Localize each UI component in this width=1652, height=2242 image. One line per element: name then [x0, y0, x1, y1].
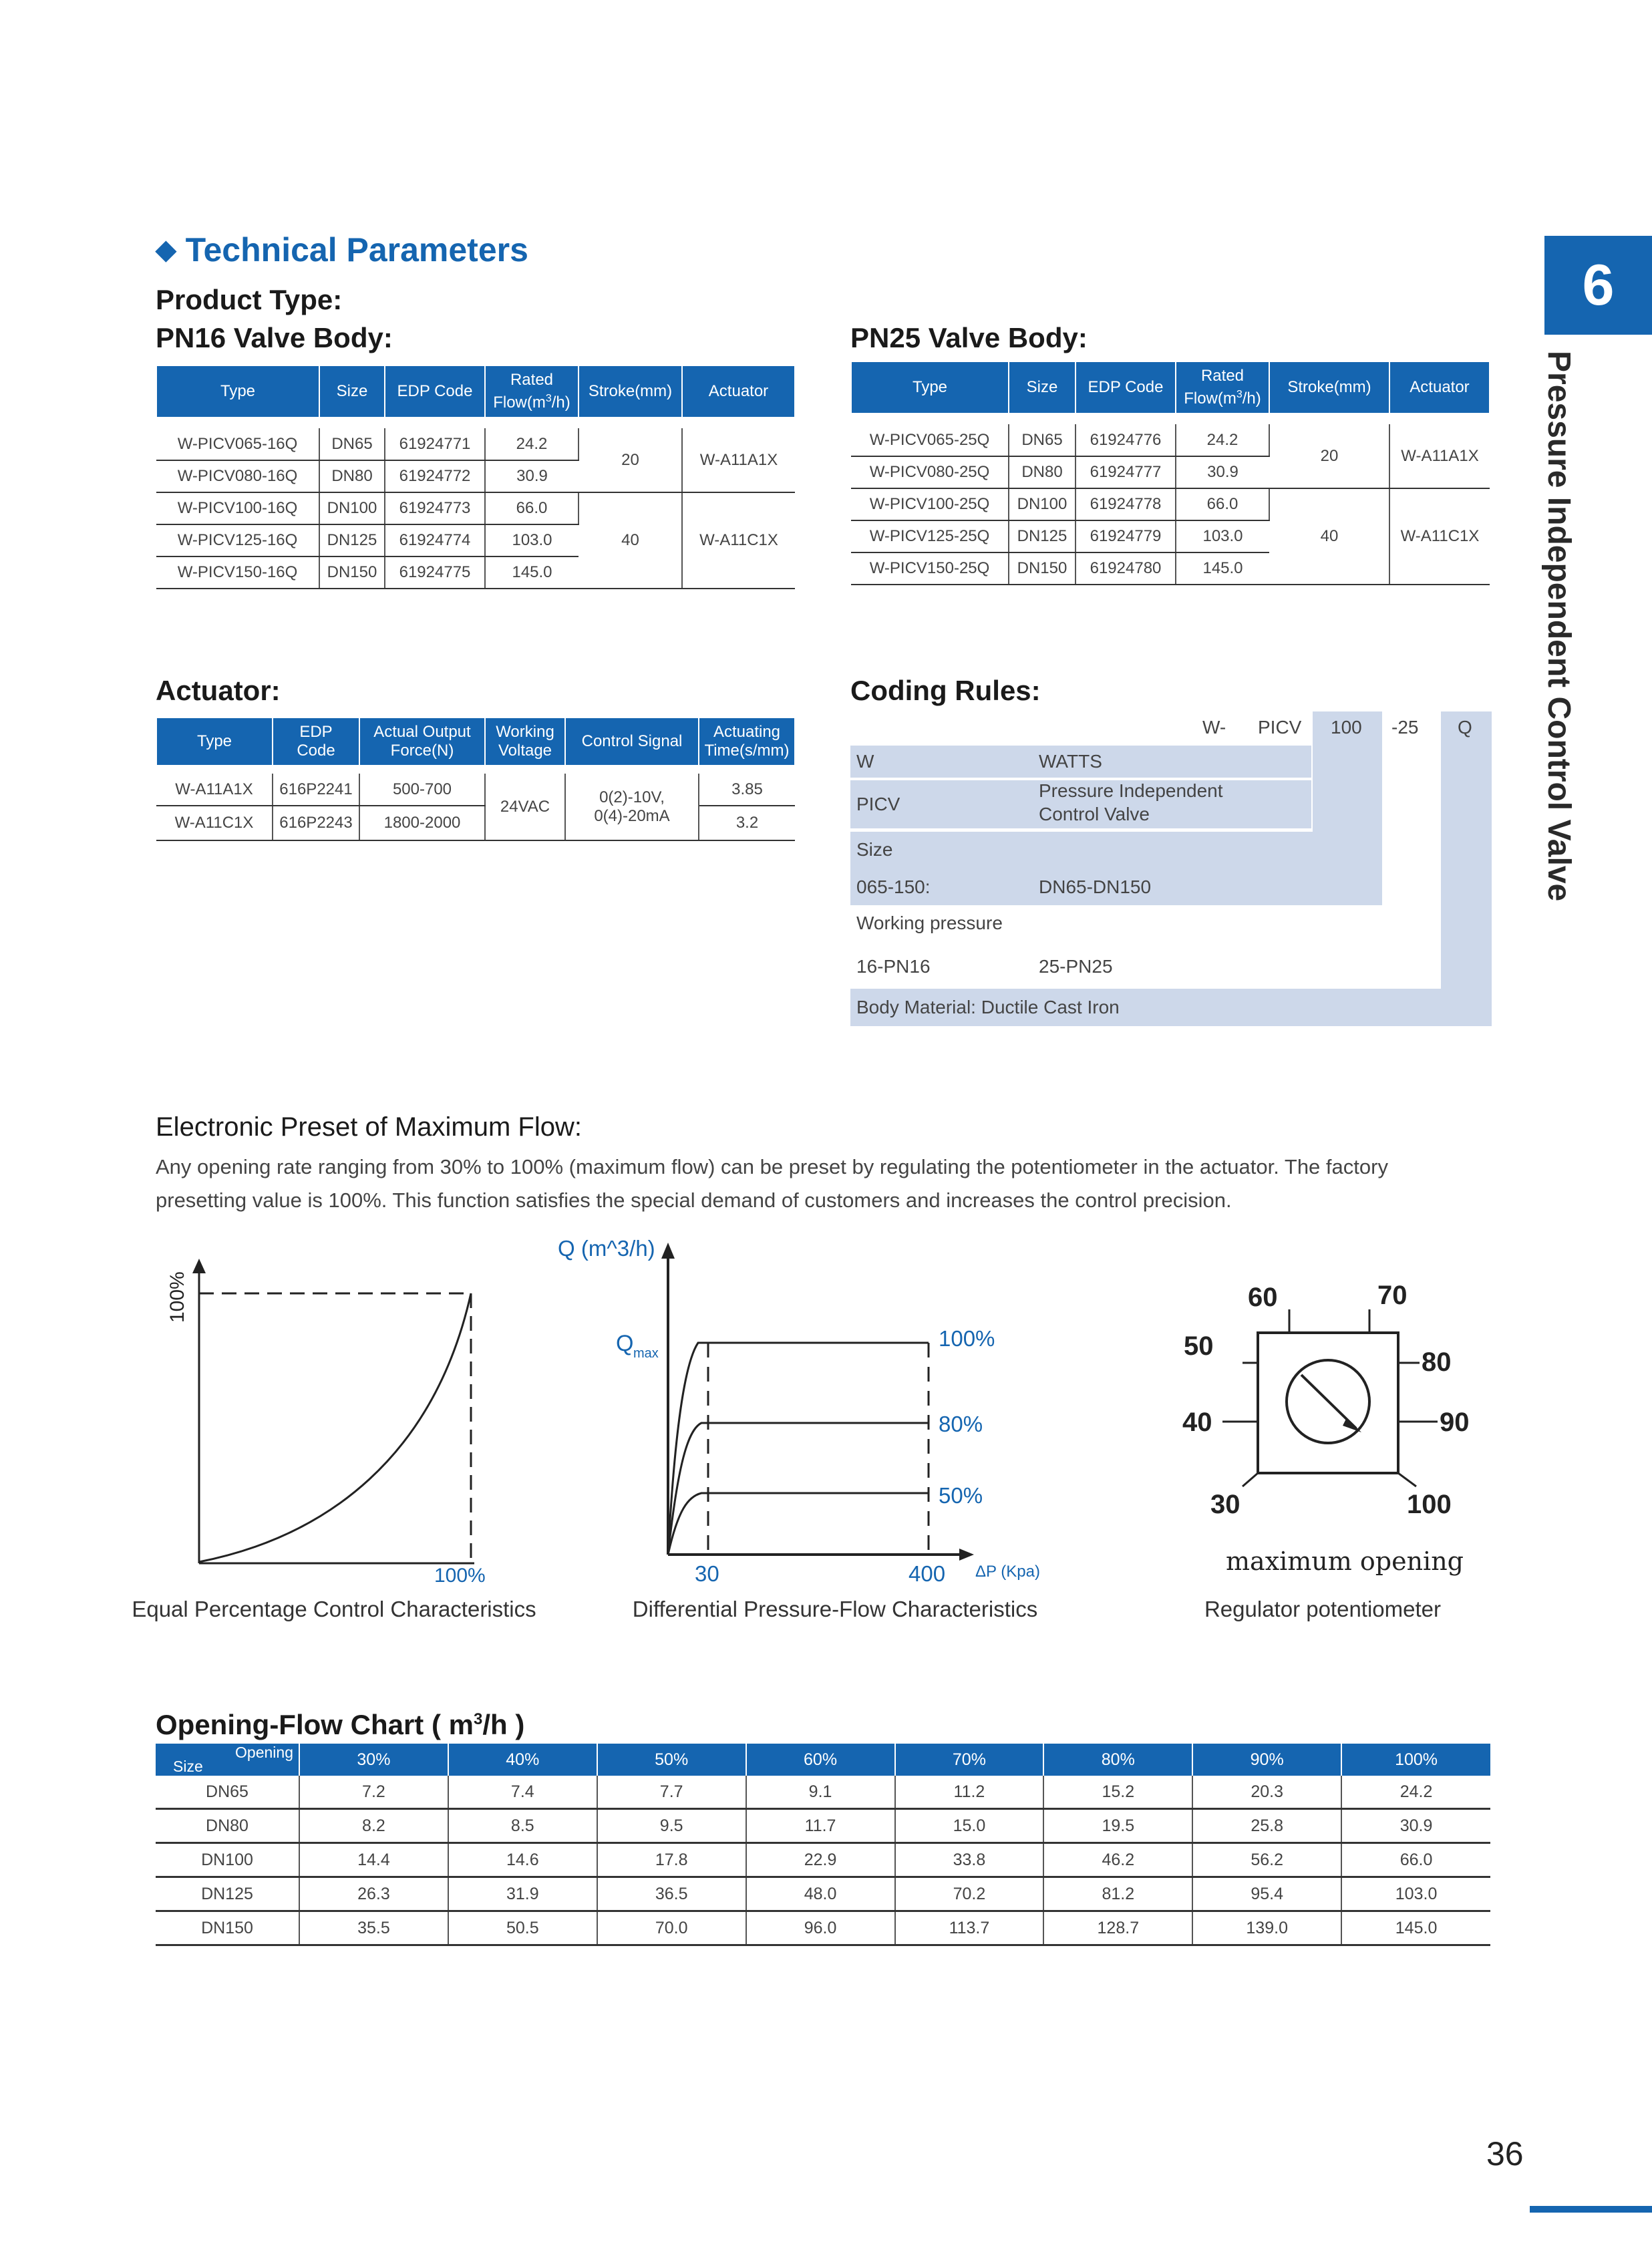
- preset-text: Any opening rate ranging from 30% to 100% (maximum flow) can be preset by regulating the potentiometer in the actuator. The factory presetting value is 100%. This function satisfies the special demand of customers and increases the control precision.: [156, 1155, 1388, 1212]
- table-row: W-PICV080-16Q DN80 61924772 30.9: [156, 460, 795, 492]
- max-opening-label: maximum opening: [1226, 1547, 1464, 1576]
- table-row: W-PICV100-25Q DN100 61924778 66.0 40 W-A11C1X: [851, 488, 1490, 520]
- chapter-title: Pressure Independent Control Valve: [1541, 351, 1577, 902]
- col-type: Type: [156, 365, 319, 418]
- table-row: DN80 8.2 8.5 9.5 11.7 15.0 19.5 25.8 30.9: [156, 1809, 1490, 1843]
- table-row: W-PICV065-16Q DN65 61924771 24.2 20 W-A11A1X: [156, 428, 795, 460]
- mark-80: 80: [1422, 1347, 1452, 1377]
- pn16-table: [156, 365, 796, 589]
- fig2-xlabel: ΔP (Kpa): [975, 1563, 1040, 1581]
- level-100: 100%: [939, 1326, 995, 1351]
- fig2-caption: Differential Pressure-Flow Characteristics: [632, 1597, 1038, 1621]
- opening-flow-table: Opening Size 30% 40% 50% 60% 70% 80% 90% 100% DN65 7.2 7.4 7.7 9.1 11.2 15.2 20.3 24.2 DN80 8.2 8.5 9.5 11.7 15.0 19.5 25.8 30.9 DN100 14.4 14.6 17.8 22.9 33.8 46.2 56.2 66.0 DN125 26.3 31.9 36.5 48.0 70.2 81.2 95.4 103.0 DN150 35.5 50.5 70.0 96.0 113.7 128.7 139.0 145.0: [156, 1744, 1490, 1946]
- table-row: W-PICV150-25Q DN150 61924780 145.0: [851, 552, 1490, 585]
- level-50: 50%: [939, 1483, 983, 1508]
- diamond-bullet-icon: ◆: [156, 235, 176, 265]
- fig1-caption: Equal Percentage Control Characteristics: [132, 1597, 536, 1621]
- table-row: W-PICV080-25Q DN80 61924777 30.9: [851, 456, 1490, 488]
- col-size: Size: [319, 365, 385, 418]
- table-row: DN125 26.3 31.9 36.5 48.0 70.2 81.2 95.4 103.0: [156, 1877, 1490, 1911]
- mark-90: 90: [1440, 1408, 1470, 1437]
- mark-100: 100: [1407, 1490, 1452, 1519]
- chapter-tab[interactable]: 6: [1544, 236, 1652, 335]
- pn25-title: PN25 Valve Body:: [850, 322, 1088, 353]
- dp-flow-figure: [554, 1229, 1062, 1590]
- table-row: W-PICV125-25Q DN125 61924779 103.0: [851, 520, 1490, 552]
- col-stroke: Stroke(mm): [579, 365, 682, 418]
- col-rated-flow: Rated $Flow(m^3/h)$: [485, 365, 579, 418]
- coding-title: Coding Rules:: [850, 675, 1041, 706]
- fig3-caption: Regulator potentiometer: [1204, 1597, 1442, 1621]
- mark-60: 60: [1248, 1283, 1278, 1312]
- fig2-qmax: Q: [616, 1331, 634, 1356]
- table-row: W-PICV065-25Q DN65 61924776 24.2 20 W-A11A1X: [851, 424, 1490, 456]
- fig2-x1: 30: [695, 1561, 719, 1586]
- product-type-label: Product Type:: [156, 284, 343, 315]
- fig1-xlabel: 100%: [434, 1565, 486, 1587]
- mark-40: 40: [1182, 1408, 1212, 1437]
- potentiometer-figure: [1149, 1256, 1496, 1577]
- svg-text:max: max: [633, 1346, 659, 1361]
- page-number: 36: [1486, 2135, 1524, 2173]
- equal-percentage-figure: [154, 1256, 514, 1590]
- pn16-title: PN16 Valve Body:: [156, 322, 393, 353]
- code-part-size: 100: [1331, 717, 1362, 738]
- fig2-ylabel: Q (m^3/h): [558, 1236, 655, 1261]
- fig2-x2: 400: [908, 1561, 946, 1586]
- table-row: W-PICV125-16Q DN125 61924774 103.0: [156, 524, 795, 556]
- table-row: W-A11A1X 616P2241 500-700 24VAC 0(2)-10V, 0(4)-20mA 3.85: [156, 774, 795, 806]
- fig1-ylabel: 100%: [166, 1271, 188, 1323]
- table-row: DN150 35.5 50.5 70.0 96.0 113.7 128.7 139.0 145.0: [156, 1911, 1490, 1945]
- code-part-pressure: -25: [1391, 717, 1419, 738]
- code-part-picv: PICV: [1258, 717, 1302, 738]
- table-row: W-A11C1X 616P2243 1800-2000 3.2: [156, 806, 795, 840]
- actuator-title: Actuator:: [156, 675, 281, 706]
- table-row: W-PICV100-16Q DN100 61924773 66.0 40 W-A11C1X: [156, 492, 795, 524]
- level-80: 80%: [939, 1412, 983, 1436]
- actuator-table: Type EDP Code Actual Output Force(N) Working Voltage Control Signal Actuating Time(s/mm) W-A11A1X 616P2241 500-700 24VAC 0(2)-10V, 0(4)-20mA 3.85 W-A11C1X 616P2243 1800-2000 3.2: [156, 717, 796, 841]
- mark-50: 50: [1184, 1331, 1214, 1361]
- section-title: ◆ Technical Parameters: [156, 231, 528, 269]
- col-edp: EDP Code: [385, 365, 485, 418]
- col-actuator: Actuator: [682, 365, 795, 418]
- mark-70: 70: [1377, 1281, 1408, 1310]
- table-row: W-PICV150-16Q DN150 61924775 145.0: [156, 556, 795, 589]
- flow-chart-title: Opening-Flow Chart ( $m^3/h$ ): [156, 1709, 525, 1740]
- code-part-material: Q: [1458, 717, 1472, 738]
- mark-30: 30: [1210, 1490, 1241, 1519]
- table-row: DN100 14.4 14.6 17.8 22.9 33.8 46.2 56.2 66.0: [156, 1843, 1490, 1877]
- page-bar: [1530, 2206, 1652, 2213]
- code-part-w: W-: [1202, 717, 1226, 738]
- table-row: DN65 7.2 7.4 7.7 9.1 11.2 15.2 20.3 24.2: [156, 1776, 1490, 1809]
- preset-title: Electronic Preset of Maximum Flow:: [156, 1112, 582, 1142]
- pn25-table: Type Size EDP Code Rated $Flow(m^3/h)$ Stroke(mm) Actuator W-PICV065-25Q DN65 61924776 24.2 20 W-A11A1X W-PICV080-25Q DN80 61924777 30.9 W-PICV100-25Q DN100 61924778 66.0 40 W-A11C1X W-PICV125-25Q DN125 61924779 103.0 W-PICV150-25Q DN150 61924780 145.0: [850, 361, 1490, 585]
- corner-cell: Opening Size: [156, 1744, 299, 1776]
